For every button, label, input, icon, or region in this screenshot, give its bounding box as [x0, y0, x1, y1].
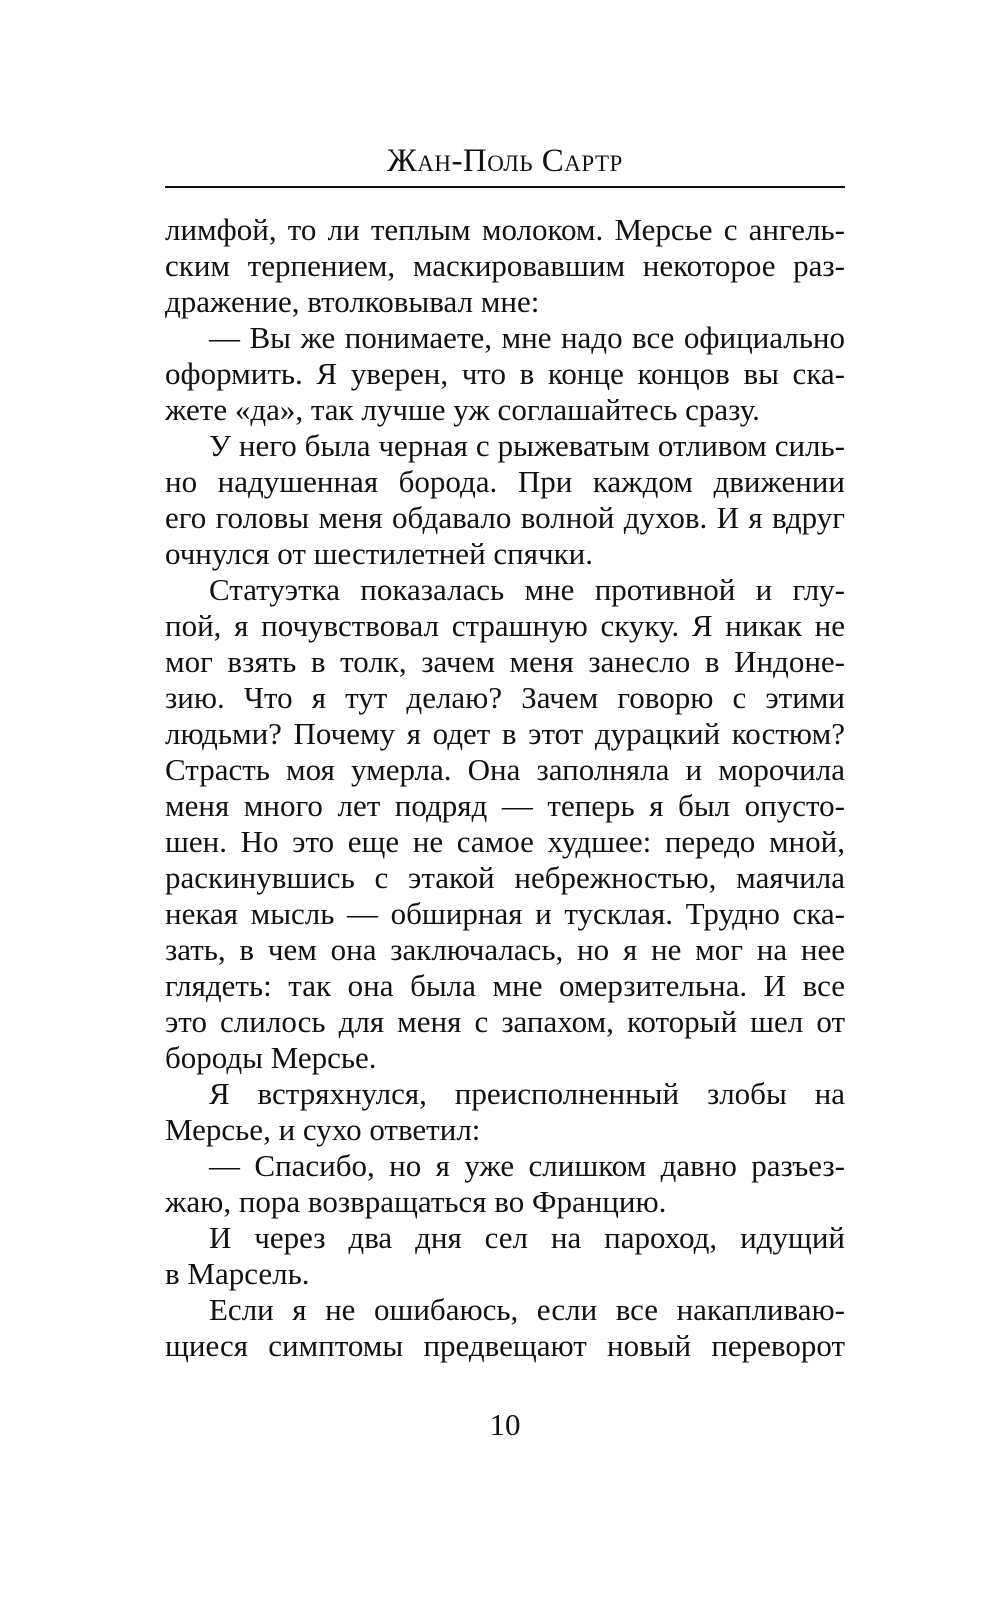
text-line: И через два дня сел на пароход, идущий — [209, 1220, 845, 1255]
text-line: — Вы же понимаете, мне надо все официально — [209, 320, 845, 355]
text-line: лимфой, то ли теплым молоком. Мерсье с ангель- — [165, 212, 845, 247]
text-line: оформить. Я уверен, что в конце концов вы ска- — [165, 356, 845, 391]
text-line: мог взять в толк, зачем меня занесло в Индоне- — [165, 644, 845, 679]
body-text — [165, 212, 845, 1364]
running-head: Жан-Поль Сартр — [387, 143, 623, 179]
text-line: в Марсель. — [165, 1256, 310, 1291]
text-line: раскинувшись с этакой небрежностью, маячила — [165, 860, 845, 895]
page-number: 10 — [489, 1407, 521, 1442]
text-line: — Спасибо, но я уже слишком давно разъез- — [209, 1148, 845, 1183]
text-line: У него была черная с рыжеватым отливом силь- — [209, 428, 845, 463]
text-line: людьми? Почему я одет в этот дурацкий костюм? — [165, 716, 845, 751]
text-line: Если я не ошибаюсь, если все накапливаю- — [209, 1292, 845, 1327]
text-line: дражение, втолковывал мне: — [165, 284, 540, 319]
text-line: бороды Мерсье. — [165, 1040, 377, 1075]
text-line: Я встряхнулся, преисполненный злобы на — [209, 1076, 845, 1111]
text-line: глядеть: так она была мне омерзительна. И все — [165, 968, 845, 1003]
text-line: пой, я почувствовал страшную скуку. Я никак не — [165, 608, 845, 643]
header-rule — [165, 186, 845, 188]
text-line: жете «да», так лучше уж соглашайтесь сразу. — [165, 392, 760, 427]
text-line: его головы меня обдавало волной духов. И я вдруг — [165, 500, 845, 535]
text-line: Статуэтка показалась мне противной и глу- — [209, 572, 845, 607]
text-line: очнулся от шестилетней спячки. — [165, 536, 594, 571]
text-line: шен. Но это еще не самое худшее: передо мной, — [165, 824, 845, 859]
text-line: Страсть моя умерла. Она заполняла и морочила — [165, 752, 845, 787]
text-line: щиеся симптомы предвещают новый переворот — [165, 1328, 845, 1363]
text-line: жаю, пора возвращаться во Францию. — [165, 1184, 667, 1219]
text-line: Мерсье, и сухо ответил: — [165, 1112, 481, 1147]
text-line: зать, в чем она заключалась, но я не мог на нее — [165, 932, 845, 967]
text-line: но надушенная борода. При каждом движении — [165, 464, 845, 499]
text-line: некая мысль — обширная и тусклая. Трудно ска- — [165, 896, 845, 931]
text-line: ским терпением, маскировавшим некоторое раз- — [165, 248, 845, 283]
text-line: меня много лет подряд — теперь я был опусто- — [165, 788, 845, 823]
text-line: это слилось для меня с запахом, который шел от — [165, 1004, 845, 1039]
text-line: зию. Что я тут делаю? Зачем говорю с этими — [165, 680, 845, 715]
